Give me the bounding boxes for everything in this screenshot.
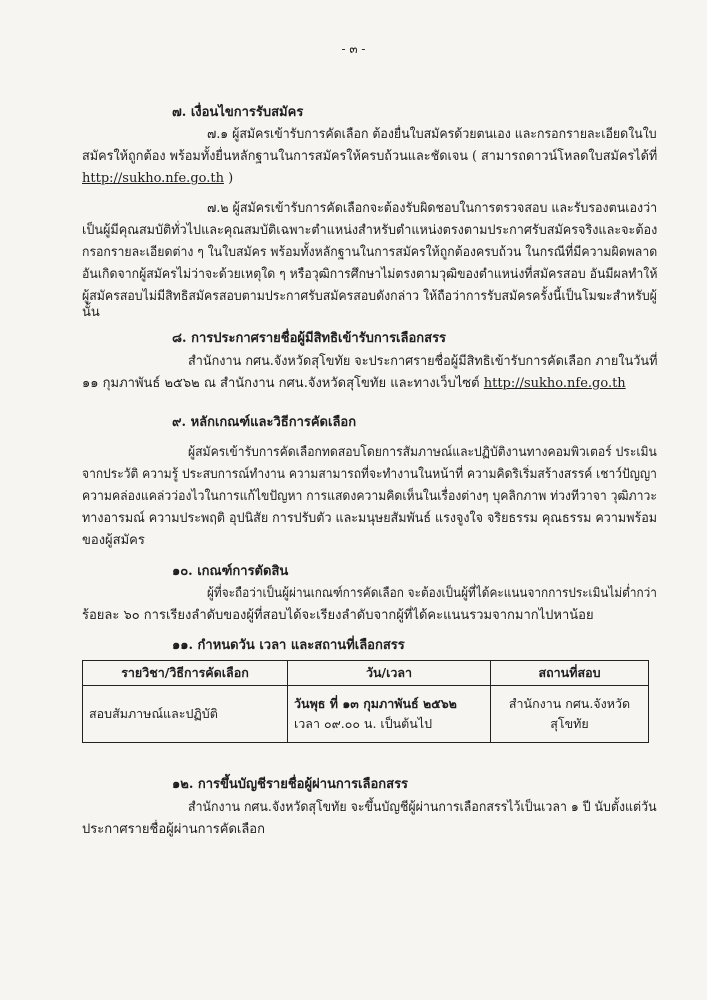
table-header-place: สถานที่สอบ [491,661,649,686]
s9-line-2: จากประวัติ ความรู้ ประสบการณ์ทำงาน ความสามารถที่จะทำงานในหน้าที่ ความคิดริเริ่มสร้างสรรค์ เชาว์ปัญญา [82,467,657,482]
s12-line-2: ประกาศรายชื่อผู้ผ่านการคัดเลือก [82,822,265,837]
s9-line-3: ความคล่องแคล่วว่องไวในการแก้ไขปัญหา การแสดงความคิดเห็นในเรื่องต่างๆ บุคลิกภาพ ท่วงทีวาจา วุฒิภาวะ [82,489,657,504]
table-header-row [83,661,649,686]
s8-line-2-text: ๑๑ กุมภาพันธ์ ๒๕๖๒ ณ สำนักงาน กศน.จังหวัดสุโขทัย และทางเว็บไซต์ [82,376,480,391]
s8-line-1: สำนักงาน กศน.จังหวัดสุโขทัย จะประกาศรายชื่อผู้มีสิทธิเข้ารับการคัดเลือก ภายในวันที่ [188,354,658,369]
table-row [83,686,649,743]
application-download-link[interactable]: http://sukho.nfe.go.th [82,171,224,186]
section-11-heading: ๑๑. กำหนดวัน เวลา และสถานที่เลือกสรร [172,638,405,653]
table-cell-datetime [288,686,491,743]
exam-time: เวลา ๐๙.๐๐ น. เป็นต้นไป [294,716,433,731]
s7-p1-line-2: สมัครให้ถูกต้อง พร้อมทั้งยื่นหลักฐานในการสมัครให้ครบถ้วนและชัดเจน ( สามารถดาวน์โหลดใบสมัครได้ที่ [82,149,658,164]
s7-p1-line-3: http://sukho.nfe.go.th ) [82,171,234,186]
s9-line-5: ของผู้สมัคร [82,533,145,548]
section-12-heading: ๑๒. การขึ้นบัญชีรายชื่อผู้ผ่านการเลือกสรร [172,777,409,792]
section-7-heading: ๗. เงื่อนไขการรับสมัคร [172,105,304,120]
website-link[interactable]: http://sukho.nfe.go.th [483,376,626,391]
schedule-table [82,660,649,743]
exam-date: วันพุธ ที่ ๑๓ กุมภาพันธ์ ๒๕๖๒ [294,696,457,711]
section-10-heading: ๑๐. เกณฑ์การตัดสิน [172,564,289,579]
section-9-heading: ๙. หลักเกณฑ์และวิธีการคัดเลือก [172,415,357,430]
s9-line-4: ทางอารมณ์ ความประพฤติ อุปนิสัย การปรับตัว และมนุษยสัมพันธ์ แรงจูงใจ จริยธรรม คุณธรรม ความพร้อม [82,511,658,526]
s7-p2-line-1: ๗.๒ ผู้สมัครเข้ารับการคัดเลือกจะต้องรับผิดชอบในการตรวจสอบ และรับรองตนเองว่า [207,201,658,216]
table-cell-place: สำนักงาน กศน.จังหวัดสุโขทัย [491,686,649,743]
s7-p2-line-2: เป็นผู้มีคุณสมบัติทั่วไปและคุณสมบัติเฉพาะตำแหน่งสำหรับตำแหน่งตรงตามประกาศรับสมัครจริงและจะต้อง [82,223,658,238]
s12-line-1: สำนักงาน กศน.จังหวัดสุโขทัย จะขึ้นบัญชีผู้ผ่านการเลือกสรรไว้เป็นเวลา ๑ ปี นับตั้งแต่วัน [188,800,657,815]
s10-line-2: ร้อยละ ๖๐ การเรียงลำดับของผู้ที่สอบได้จะเรียงลำดับจากผู้ที่ได้คะแนนรวมจากมากไปหาน้อย [82,608,594,623]
s7-p2-line-5: ผู้สมัครสอบไม่มีสิทธิสมัครสอบตามประกาศรับสมัครสอบดังกล่าว ให้ถือว่าการรับสมัครครั้งนี้เป็นโมฆะสำหรับผู้ [82,289,657,304]
s10-line-1: ผู้ที่จะถือว่าเป็นผู้ผ่านเกณฑ์การคัดเลือก จะต้องเป็นผู้ที่ได้คะแนนจากการประเมินไม่ต่ำกว่า [207,586,657,601]
s8-line-2 [82,375,626,393]
table-header-subject: รายวิชา/วิธีการคัดเลือก [83,661,288,686]
table-cell-subject: สอบสัมภาษณ์และปฏิบัติ [83,686,288,743]
s7-p2-line-6: นั้น [82,305,100,320]
section-8-heading: ๘. การประกาศรายชื่อผู้มีสิทธิเข้ารับการเลือกสรร [172,331,447,346]
s7-p2-line-3: กรอกรายละเอียดต่าง ๆ ในใบสมัคร พร้อมทั้งหลักฐานในการสมัครให้ถูกต้องครบถ้วน ในกรณีที่มีความผิดพลาด [82,245,658,260]
s7-p1-line-1: ๗.๑ ผู้สมัครเข้ารับการคัดเลือก ต้องยื่นใบสมัครด้วยตนเอง และกรอกรายละเอียดในใบ [207,127,657,142]
table-header-datetime: วัน/เวลา [288,661,491,686]
s9-line-1: ผู้สมัครเข้ารับการคัดเลือกทดสอบโดยการสัมภาษณ์และปฏิบัติงานทางคอมพิวเตอร์ ประเมิน [188,445,657,460]
page-number: - ๓ - [341,42,366,56]
s7-p2-line-4: อันเกิดจากผู้สมัครไม่ว่าจะด้วยเหตุใด ๆ หรือวุฒิการศึกษาไม่ตรงตามวุฒิของตำแหน่งที่สมัครสอบ อันมีผลทำให้ [82,267,658,282]
